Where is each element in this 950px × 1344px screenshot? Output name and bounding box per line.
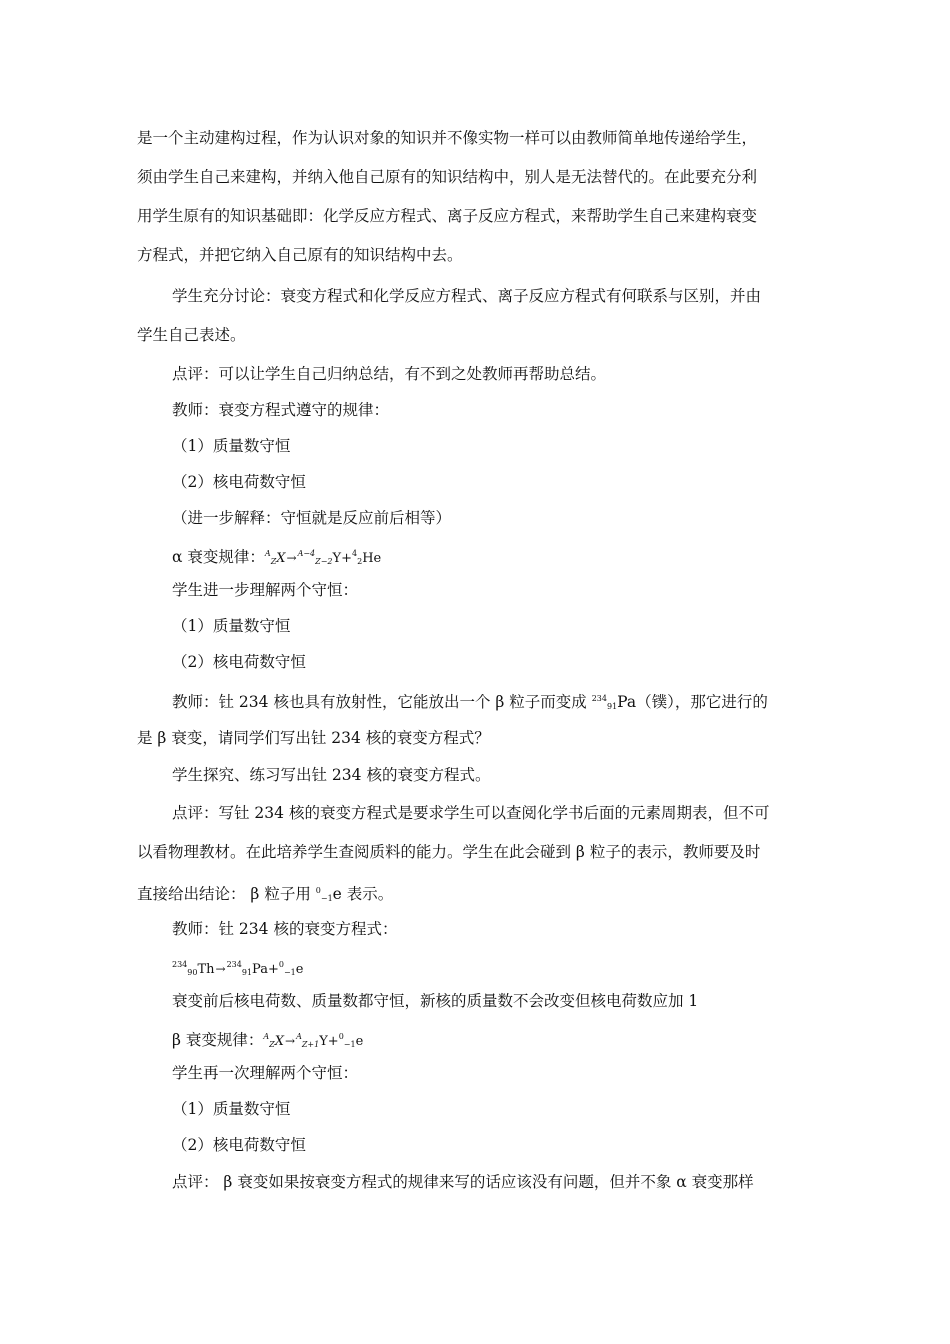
eq-charge: −1	[320, 894, 333, 903]
eq-mass: 234	[172, 960, 188, 969]
alpha-decay-rule	[172, 544, 381, 572]
paragraph-line: 用学生原有的知识基础即：化学反应方程式、离子反应方程式，来帮助学生自己来建构衰变	[137, 207, 758, 225]
eq-plus: +	[341, 551, 353, 566]
paragraph-line: 学生自己表述。	[137, 326, 246, 344]
arrow-icon: →	[286, 551, 297, 565]
eq-symbol: X	[276, 551, 286, 566]
eq-symbol: e	[355, 1034, 364, 1049]
paragraph-line: 是一个主动建构过程，作为认识对象的知识并不像实物一样可以由教师简单地传递给学生，	[137, 129, 758, 147]
eq-mass: 234	[591, 694, 607, 703]
eq-charge: Z+1	[301, 1040, 320, 1049]
paragraph-line: 须由学生自己来建构，并纳入他自己原有的知识结构中，别人是无法替代的。在此要充分利	[137, 168, 758, 186]
paragraph-line: 是 β 衰变，请同学们写出钍 234 核的衰变方程式？	[137, 729, 490, 747]
eq-symbol: Th	[197, 962, 215, 977]
beta-decay-rule	[172, 1027, 363, 1055]
paragraph-line: 学生进一步理解两个守恒：	[172, 581, 359, 599]
paragraph-line: （进一步解释：守恒就是反应前后相等）	[172, 509, 452, 527]
pa-nuclide	[592, 696, 617, 711]
paragraph-line: 点评：可以让学生自己归纳总结，有不到之处教师再帮助总结。	[172, 365, 607, 383]
eq-charge: Z	[269, 1040, 275, 1049]
eq-mass: 234	[226, 960, 242, 969]
arrow-icon: →	[285, 1034, 296, 1048]
text-run: 直接给出结论： β 粒子用	[137, 885, 311, 903]
beta-equation	[263, 1034, 363, 1049]
beta-rule-label: β 衰变规律：	[172, 1031, 264, 1049]
paragraph-line	[172, 689, 768, 717]
eq-mass: A	[263, 1032, 270, 1041]
eq-charge: Z	[270, 557, 277, 566]
paragraph-line: 学生充分讨论：衰变方程式和化学反应方程式、离子反应方程式有何联系与区别，并由	[172, 287, 762, 305]
eq-charge: Z−2	[315, 557, 333, 566]
beta-particle	[316, 888, 333, 903]
eq-symbol: X	[274, 1034, 284, 1049]
eq-mass: A	[264, 549, 271, 558]
eq-charge: 91	[606, 702, 618, 711]
text-run: e 表示。	[332, 885, 394, 903]
paragraph-line	[137, 881, 393, 909]
paragraph-line: 学生再一次理解两个守恒：	[172, 1064, 359, 1082]
eq-mass: A−4	[297, 549, 316, 558]
eq-symbol: Pa	[252, 962, 268, 977]
thorium-equation	[172, 955, 303, 983]
eq-charge: −1	[283, 968, 296, 977]
paragraph-line: 学生探究、练习写出钍 234 核的衰变方程式。	[172, 766, 491, 784]
eq-symbol: He	[362, 551, 382, 566]
paragraph-line: 点评： β 衰变如果按衰变方程式的规律来写的话应该没有问题，但并不象 α 衰变那样	[172, 1173, 754, 1191]
paragraph-line: 衰变前后核电荷数、质量数都守恒，新核的质量数不会改变但核电荷数应加 1	[172, 992, 699, 1010]
eq-mass: 4	[352, 549, 358, 558]
eq-mass: 0	[338, 1032, 344, 1041]
eq-mass: A	[296, 1032, 302, 1041]
eq-charge: 2	[357, 557, 363, 566]
eq-charge: 91	[241, 968, 253, 977]
eq-plus: +	[267, 962, 279, 977]
alpha-equation	[265, 551, 381, 566]
eq-symbol: e	[295, 962, 304, 977]
eq-charge: 90	[187, 968, 198, 977]
arrow-icon: →	[215, 962, 226, 976]
list-item: （2）核电荷数守恒	[172, 473, 306, 491]
list-item: （2）核电荷数守恒	[172, 1136, 306, 1154]
eq-mass: 0	[315, 886, 321, 895]
text-run: Pa（镤），那它进行的	[617, 693, 768, 711]
paragraph-line: 教师：钍 234 核的衰变方程式：	[172, 920, 398, 938]
eq-symbol: Y	[319, 1034, 328, 1049]
list-item: （1）质量数守恒	[172, 617, 291, 635]
list-item: （1）质量数守恒	[172, 437, 291, 455]
paragraph-line: 以看物理教材。在此培养学生查阅质料的能力。学生在此会碰到 β 粒子的表示，教师要及时	[137, 843, 761, 861]
paragraph-line: 点评：写钍 234 核的衰变方程式是要求学生可以查阅化学书后面的元素周期表，但不可	[172, 804, 770, 822]
eq-plus: +	[327, 1034, 339, 1049]
eq-symbol: Y	[332, 551, 342, 566]
list-item: （1）质量数守恒	[172, 1100, 291, 1118]
paragraph-line: 方程式，并把它纳入自己原有的知识结构中去。	[137, 246, 463, 264]
eq-mass: 0	[278, 960, 284, 969]
paragraph-line: 教师：衰变方程式遵守的规律：	[172, 401, 390, 419]
list-item: （2）核电荷数守恒	[172, 653, 306, 671]
eq-charge: −1	[343, 1040, 356, 1049]
text-run: 教师：钍 234 核也具有放射性，它能放出一个 β 粒子而变成	[172, 693, 587, 711]
alpha-rule-label: α 衰变规律：	[172, 548, 265, 566]
